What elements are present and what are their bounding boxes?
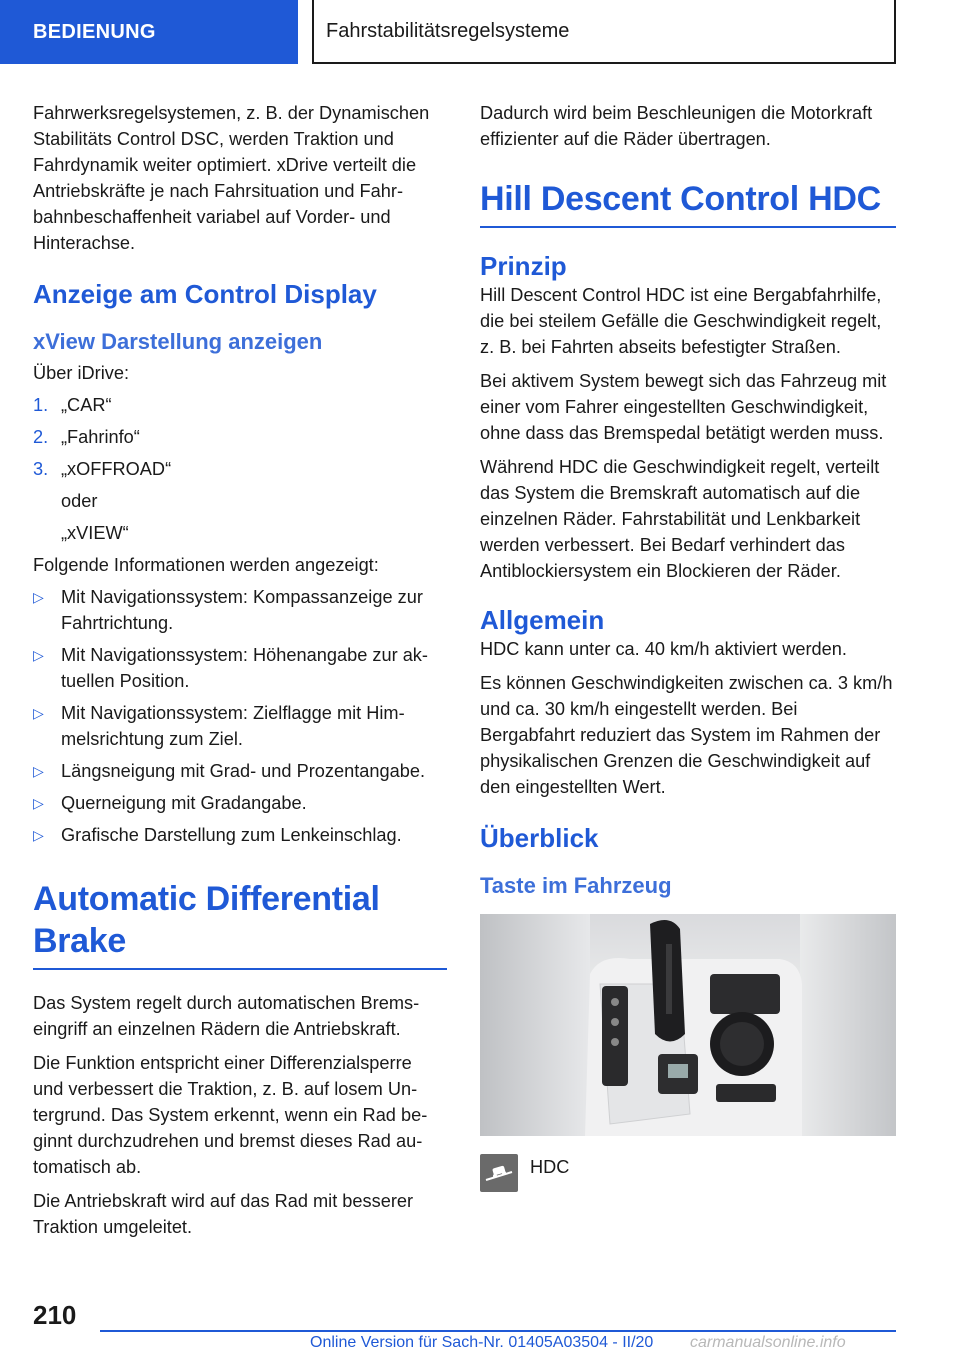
list-item-text: Querneigung mit Gradangabe. [61,793,307,813]
idrive-label: Über iDrive: [33,363,130,383]
adb-paragraph-2: Die Funktion entspricht einer Differenzialsperre und verbessert die Traktion, z. B. auf losem Untergrund. Das System erkennt, wenn ein Rad beginnt durchzudrehen und bremst dieses Rad automatisch ab. [33,1053,428,1177]
list-item [33,642,447,694]
center-console-photo [480,914,896,1136]
allgemein-paragraph-2: Es können Geschwindigkeiten zwischen ca. 3 km/h und ca. 30 km/h eingestellt werden. Bei Bergabfahrt reduziert das System im Rahmen der physikalischen Grenzen die Geschwindigkeit auf den eingestellten Wert. [480,673,893,797]
heading-adb: Automatic Differential Brake [33,878,447,970]
triangle-bullet-icon: ▷ [33,795,44,811]
hdc-label: HDC [530,1157,570,1177]
list-item [33,822,447,848]
right-intro-paragraph: Dadurch wird beim Beschleunigen die Motorkraft effizienter auf die Räder übertragen. [480,103,873,149]
prinzip-paragraph-3: Während HDC die Geschwindigkeit regelt, verteilt das System die Bremskraft automatisch auf die einzelnen Räder. Fahrstabilität und Lenkbarkeit werden verbessert. Bei Bedarf verhindert das Antiblockiersystem ein Blockieren der Räder. [480,457,880,581]
triangle-bullet-icon: ▷ [33,589,44,605]
allgemein-paragraph-1: HDC kann unter ca. 40 km/h aktiviert werden. [480,639,847,659]
triangle-bullet-icon: ▷ [33,705,44,721]
heading-prinzip: Prinzip [480,251,567,281]
list-item-text: Mit Navigationssystem: Höhenangabe zur aktuellen Position. [61,645,428,691]
list-item [33,700,447,752]
adb-paragraph-1: Das System regelt durch automatischen Bremseingriff an einzelnen Rädern die Antriebskraft. [33,993,420,1039]
hill-descent-icon [480,1154,518,1192]
step-item [33,392,447,418]
chapter-title: Fahrstabilitätsregelsysteme [326,19,570,42]
footer-watermark: carmanualsonline.info [690,1334,846,1351]
heading-taste: Taste im Fahrzeug [480,873,672,898]
step-text: „CAR“ [61,395,112,415]
step-number: 1. [33,395,49,415]
triangle-bullet-icon: ▷ [33,827,44,843]
step-text: „Fahrinfo“ [61,427,140,447]
step-item [33,456,447,482]
chapter-header [312,0,896,64]
heading-xview: xView Darstellung anzeigen [33,329,323,354]
step-number: 3. [33,459,49,479]
intro-paragraph: Fahrwerksregelsystemen, z. B. der Dynamischen Stabilitäts Control DSC, werden Traktion und Fahrdynamik weiter optimiert. xDrive verteilt die Antriebskräfte je nach Fahrsituation und Fahrbahnbeschaffenheit variabel auf Vorder- und Hinterachse. [33,103,430,253]
list-item-text: Grafische Darstellung zum Lenkeinschlag. [61,825,402,845]
hdc-button-legend [480,1154,896,1192]
section-tab [0,0,298,64]
step-number: 2. [33,427,49,447]
section-title: BEDIENUNG [33,20,156,43]
list-item [33,584,447,636]
console-illustration [480,914,896,1136]
heading-allgemein: Allgemein [480,605,605,635]
footer-rule [100,1330,896,1332]
list-item [33,790,447,816]
step-item [33,424,447,450]
heading-hdc: Hill Descent Control HDC [480,178,896,228]
step-text: „xOFFROAD“ [61,459,172,479]
idrive-steps [33,392,447,482]
step-alt: „xVIEW“ [61,523,129,543]
prinzip-paragraph-2: Bei aktivem System bewegt sich das Fahrzeug mit einer vom Fahrer eingestellten Geschwindigkeit, ohne dass das Bremspedal betätigt werden muss. [480,371,887,443]
prinzip-paragraph-1: Hill Descent Control HDC ist eine Bergabfahrhilfe, die bei steilem Gefälle die Geschwindigkeit regelt, z. B. bei Fahrten abseits befestigter Straßen. [480,285,882,357]
footer-online-version: Online Version für Sach-Nr. 01405A03504 - II/20 [310,1334,654,1351]
list-item-text: Mit Navigationssystem: Zielflagge mit Himmelsrichtung zum Ziel. [61,703,405,749]
list-item-text: Mit Navigationssystem: Kompassanzeige zur Fahrtrichtung. [61,587,423,633]
right-column [480,100,896,1192]
triangle-bullet-icon: ▷ [33,647,44,663]
page-number: 210 [33,1300,77,1330]
left-column [33,100,447,1248]
list-item-text: Längsneigung mit Grad- und Prozentangabe. [61,761,425,781]
list-item [33,758,447,784]
info-label: Folgende Informationen werden angezeigt: [33,555,379,575]
adb-paragraph-3: Die Antriebskraft wird auf das Rad mit besserer Traktion umgeleitet. [33,1191,414,1237]
heading-ueberblick: Überblick [480,823,599,853]
info-bullets [33,584,447,848]
triangle-bullet-icon: ▷ [33,763,44,779]
heading-control-display: Anzeige am Control Display [33,279,377,309]
step-or: oder [61,491,98,511]
